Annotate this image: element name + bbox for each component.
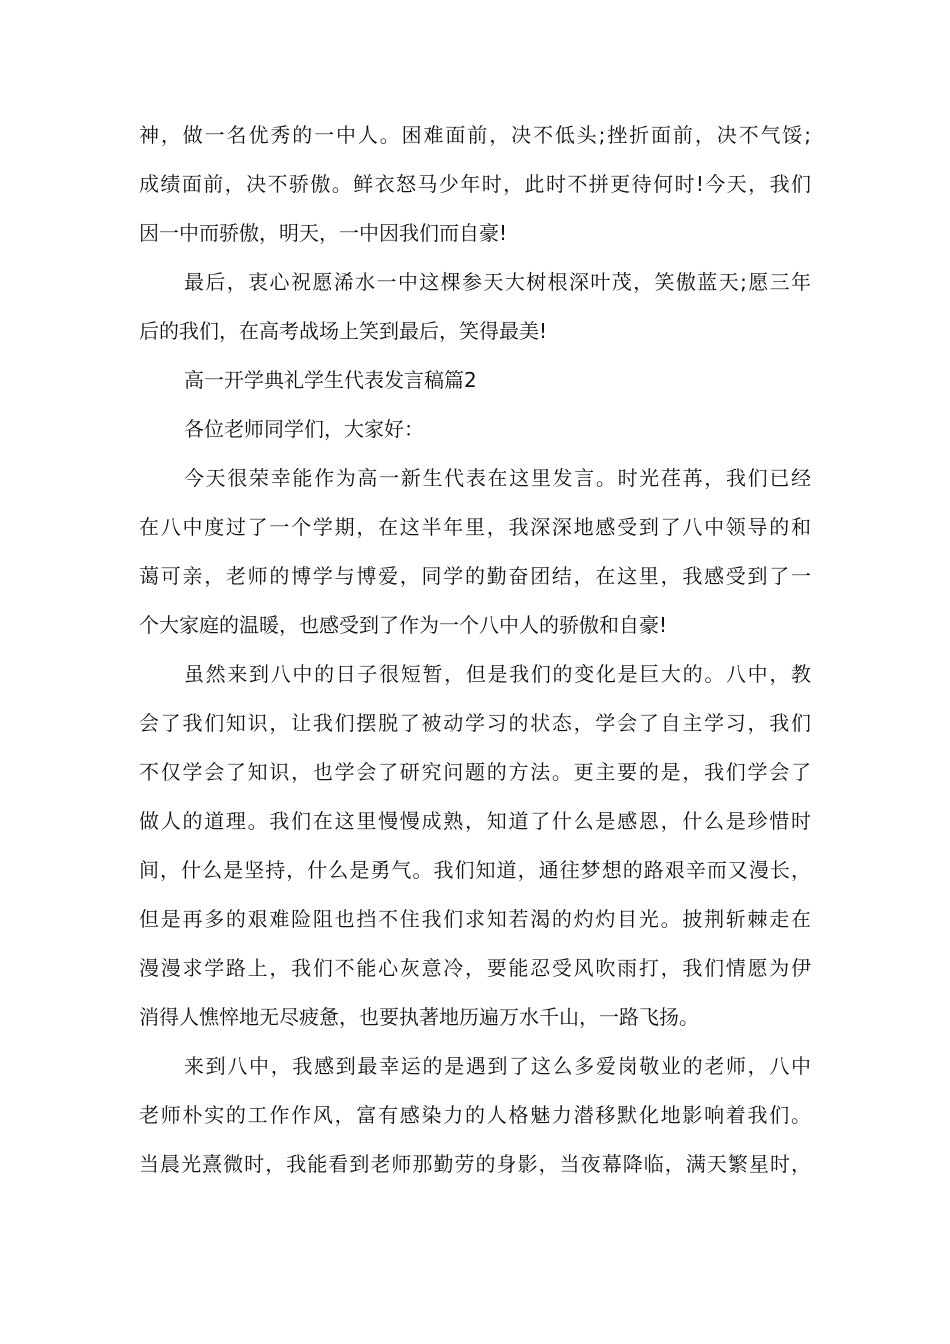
text-line: 当晨光熹微时，我能看到老师那勤劳的身影，当夜幕降临，满天繁星时， (139, 1152, 811, 1176)
text-line: 漫漫求学路上，我们不能心灰意冷，要能忍受风吹雨打，我们情愿为伊 (139, 956, 811, 980)
document-body (139, 111, 811, 1189)
text-line: 最后，衷心祝愿浠水一中这棵参天大树根深叶茂，笑傲蓝天;愿三年 (184, 270, 811, 294)
text-line: 今天很荣幸能作为高一新生代表在这里发言。时光荏苒，我们已经 (184, 466, 811, 490)
text-line: 消得人憔悴地无尽疲惫，也要执著地历遍万水千山，一路飞扬。 (139, 1005, 699, 1029)
text-line: 神，做一名优秀的一中人。困难面前，决不低头;挫折面前，决不气馁; (139, 123, 811, 147)
section-heading: 高一开学典礼学生代表发言稿篇2 (184, 368, 477, 392)
text-line: 后的我们，在高考战场上笑到最后，笑得最美! (139, 319, 548, 343)
salutation: 各位老师同学们，大家好： (184, 417, 424, 441)
text-line: 不仅学会了知识，也学会了研究问题的方法。更主要的是，我们学会了 (139, 760, 811, 784)
text-line: 个大家庭的温暖，也感受到了作为一个八中人的骄傲和自豪! (139, 613, 668, 637)
text-line: 在八中度过了一个学期，在这半年里，我深深地感受到了八中领导的和 (139, 515, 811, 539)
text-line: 虽然来到八中的日子很短暂，但是我们的变化是巨大的。八中，教 (184, 662, 811, 686)
text-line: 间，什么是坚持，什么是勇气。我们知道，通往梦想的路艰辛而又漫长， (139, 858, 811, 882)
text-line: 但是再多的艰难险阻也挡不住我们求知若渴的灼灼目光。披荆斩棘走在 (139, 907, 811, 931)
text-line: 蔼可亲，老师的博学与博爱，同学的勤奋团结，在这里，我感受到了一 (139, 564, 811, 588)
text-line: 因一中而骄傲，明天，一中因我们而自豪! (139, 221, 508, 245)
text-line: 成绩面前，决不骄傲。鲜衣怒马少年时，此时不拼更待何时!今天，我们 (139, 172, 811, 196)
text-line: 做人的道理。我们在这里慢慢成熟，知道了什么是感恩，什么是珍惜时 (139, 809, 811, 833)
text-line: 来到八中，我感到最幸运的是遇到了这么多爱岗敬业的老师，八中 (184, 1054, 811, 1078)
text-line: 会了我们知识，让我们摆脱了被动学习的状态，学会了自主学习，我们 (139, 711, 811, 735)
text-line: 老师朴实的工作作风，富有感染力的人格魅力潜移默化地影响着我们。 (139, 1103, 811, 1127)
